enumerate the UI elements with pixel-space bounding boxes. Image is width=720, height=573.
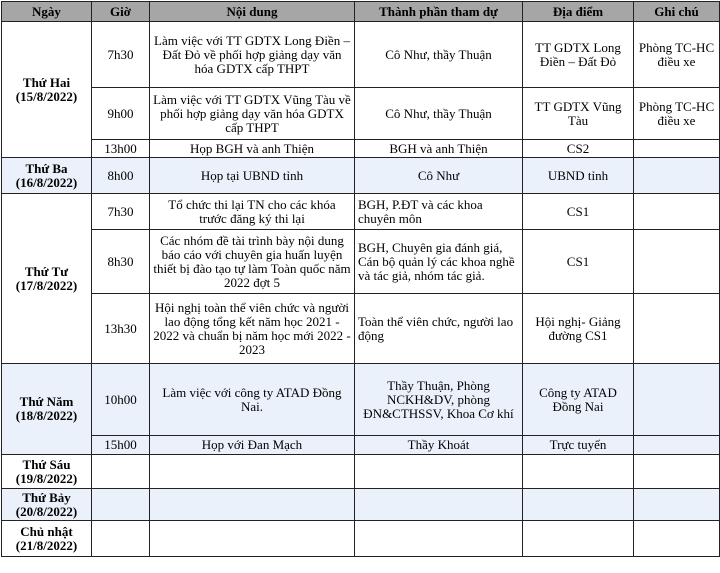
time-cell: 8h00 [92, 158, 150, 194]
day-date: (17/8/2022) [15, 277, 78, 293]
participants-cell: Toàn thể viên chức, người lao động [355, 294, 523, 364]
note-cell [634, 521, 720, 557]
table-row [2, 364, 720, 436]
header-row [2, 2, 720, 22]
note-cell: Phòng TC-HC điều xe [634, 22, 720, 88]
note-cell [634, 140, 720, 158]
location-cell: CS1 [523, 194, 634, 230]
content-cell [150, 455, 355, 489]
content-cell: Tổ chức thi lại TN cho các khóa trước đăng ký thi lại [150, 194, 355, 230]
location-cell: Hội nghị- Giảng đường CS1 [523, 294, 634, 364]
location-cell: UBND tỉnh [523, 158, 634, 194]
participants-cell: Cô Như [355, 158, 523, 194]
day-name: Thứ Hai [22, 74, 71, 90]
participants-cell [355, 455, 523, 489]
participants-cell: Cô Như, thầy Thuận [355, 22, 523, 88]
participants-cell: BGH, P.ĐT và các khoa chuyên môn [355, 194, 523, 230]
note-cell [634, 294, 720, 364]
day-cell-monday [2, 22, 92, 158]
day-name: Chủ nhật [20, 523, 73, 539]
header-time: Giờ [92, 2, 150, 22]
table-row [2, 489, 720, 521]
day-date: (15/8/2022) [15, 88, 78, 104]
note-cell [634, 489, 720, 521]
day-date: (21/8/2022) [15, 537, 78, 553]
day-cell-wednesday [2, 194, 92, 364]
participants-cell: BGH, Chuyên gia đánh giá, Cán bộ quản lý các khoa nghề và tác giả, nhóm tác giả. [355, 230, 523, 294]
participants-cell: Thầy Khoát [355, 436, 523, 455]
content-cell: Hội nghị toàn thể viên chức và người lao động tổng kết năm học 2021 - 2022 và chuẩn bị năm học mới 2022 - 2023 [150, 294, 355, 364]
day-name: Thứ Bảy [22, 489, 71, 505]
content-cell: Các nhóm đề tài trình bày nội dung báo cáo với chuyên gia huấn luyện thiết bị đào tạo tự làm Toàn quốc năm 2022 đợt 5 [150, 230, 355, 294]
table-row [2, 455, 720, 489]
table-row [2, 88, 720, 140]
table-row [2, 22, 720, 88]
participants-cell: BGH và anh Thiện [355, 140, 523, 158]
table-row [2, 230, 720, 294]
day-date: (16/8/2022) [15, 174, 78, 190]
time-cell [92, 521, 150, 557]
note-cell: Phòng TC-HC điều xe [634, 88, 720, 140]
time-cell: 10h00 [92, 364, 150, 436]
content-cell: Họp tại UBND tỉnh [150, 158, 355, 194]
day-date: (20/8/2022) [15, 503, 78, 519]
note-cell [634, 436, 720, 455]
location-cell: Trực tuyến [523, 436, 634, 455]
table-row [2, 436, 720, 455]
note-cell [634, 158, 720, 194]
time-cell: 9h00 [92, 88, 150, 140]
location-cell: Công ty ATAD Đồng Nai [523, 364, 634, 436]
location-cell [523, 521, 634, 557]
time-cell: 8h30 [92, 230, 150, 294]
header-note: Ghi chú [634, 2, 720, 22]
table-row [2, 294, 720, 364]
time-cell: 13h00 [92, 140, 150, 158]
content-cell [150, 521, 355, 557]
participants-cell [355, 521, 523, 557]
time-cell [92, 455, 150, 489]
location-cell: CS2 [523, 140, 634, 158]
content-cell: Làm việc với công ty ATAD Đồng Nai. [150, 364, 355, 436]
day-name: Thứ Tư [24, 263, 69, 279]
weekly-schedule-table [1, 1, 720, 557]
time-cell: 13h30 [92, 294, 150, 364]
content-cell [150, 489, 355, 521]
day-cell-saturday [2, 489, 92, 521]
time-cell [92, 489, 150, 521]
note-cell [634, 455, 720, 489]
note-cell [634, 194, 720, 230]
location-cell: TT GDTX Vũng Tàu [523, 88, 634, 140]
day-cell-tuesday [2, 158, 92, 194]
participants-cell: Thầy Thuận, Phòng NCKH&DV, phòng ĐN&CTHSSV, Khoa Cơ khí [355, 364, 523, 436]
day-cell-sunday [2, 521, 92, 557]
location-cell [523, 489, 634, 521]
day-name: Thứ Sáu [22, 456, 71, 472]
participants-cell: Cô Như, thầy Thuận [355, 88, 523, 140]
content-cell: Họp BGH và anh Thiện [150, 140, 355, 158]
time-cell: 15h00 [92, 436, 150, 455]
day-date: (19/8/2022) [15, 470, 78, 486]
day-name: Thứ Năm [19, 394, 74, 409]
table-row [2, 194, 720, 230]
day-date: (18/8/2022) [15, 408, 78, 423]
location-cell: CS1 [523, 230, 634, 294]
header-participants: Thành phần tham dự [355, 2, 523, 22]
day-name: Thứ Ba [25, 160, 68, 176]
content-cell: Làm việc với TT GDTX Long Điền – Đất Đỏ về phối hợp giảng dạy văn hóa GDTX cấp THPT [150, 22, 355, 88]
time-cell: 7h30 [92, 22, 150, 88]
header-location: Địa điểm [523, 2, 634, 22]
day-cell-thursday [2, 364, 92, 455]
header-content: Nội dung [150, 2, 355, 22]
time-cell: 7h30 [92, 194, 150, 230]
participants-cell [355, 489, 523, 521]
location-cell [523, 455, 634, 489]
content-cell: Họp với Đan Mạch [150, 436, 355, 455]
table-row [2, 158, 720, 194]
header-day: Ngày [2, 2, 92, 22]
location-cell: TT GDTX Long Điền – Đất Đỏ [523, 22, 634, 88]
note-cell [634, 364, 720, 436]
day-cell-friday [2, 455, 92, 489]
content-cell: Làm việc với TT GDTX Vũng Tàu về phối hợp giảng dạy văn hóa GDTX cấp THPT [150, 88, 355, 140]
table-row [2, 521, 720, 557]
note-cell [634, 230, 720, 294]
table-row [2, 140, 720, 158]
